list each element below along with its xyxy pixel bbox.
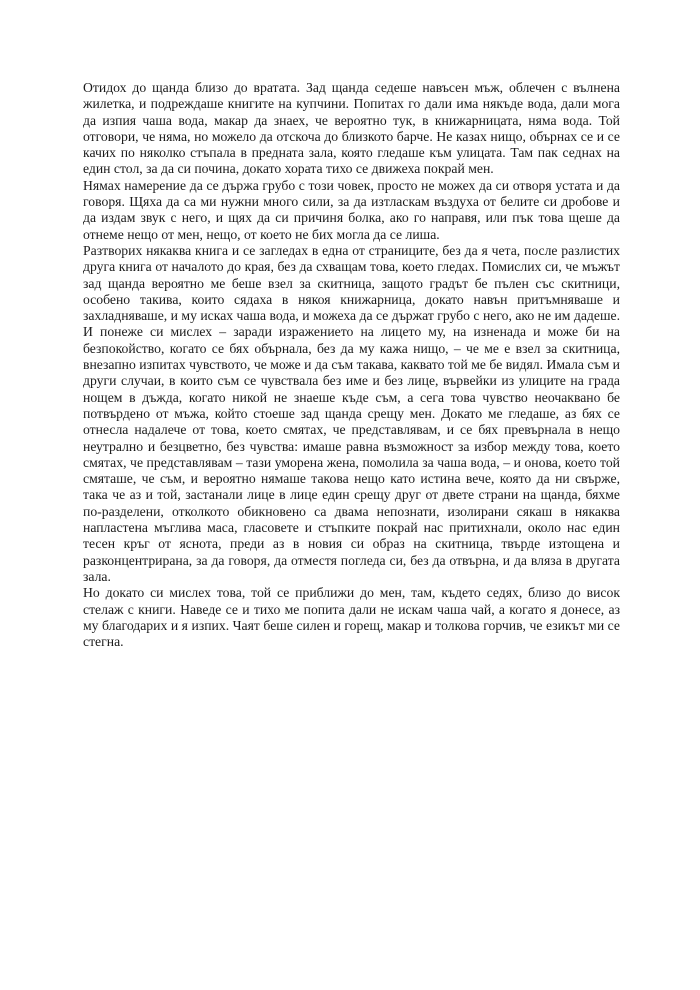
body-text bbox=[83, 80, 620, 650]
paragraph-3: Разтворих някаква книга и се загледах в една от страниците, без да я чета, после разлистих друга книга от началото до края, без да схващам това, което гледах. Помислих си, че мъжът зад щанда вероятно ме беше взел за скитница, защото градът бе пълен със скитници, особено такива, които сядаха в някоя книжарница, докато навън притъмняваше и захладняваше, и му исках чаша вода, и можеха да се държат грубо с него, ако не им дадеше. И понеже си мислех – заради изражението на лицето му, на изненада и може би на безпокойство, когато се бях обърнала, без да му кажа нищо, – че ме е взел за скитница, внезапно изпитах чувството, че може и да съм такава, каквато той ме бе видял. Имала съм и други случаи, в които съм се чувствала без име и без лице, вървейки из улиците на града нощем в дъжда, когато никой не знаеше къде съм, а сега това чувство неочаквано бе потвърдено от мъжа, който стоеше зад щанда срещу мен. Докато ме гледаше, аз бях се отнесла надалече от това, което смятах, че представлявам, и се бях превърнала в нещо неутрално и безцветно, без чувства: имаше равна възможност за избор между това, което смятах, че представлявам – тази уморена жена, помолила за чаша вода, – и онова, което той смяташе, че съм, и вероятно нямаше такова нещо като истина вече, която да ни свърже, така че аз и той, застанали лице в лице един срещу друг от двете страни на щанда, бяхме по-разделени, отколкото обикновено са двама непознати, изолирани сякаш в някаква напластена мъглива маса, гласовете и стъпките покрай нас притихнали, около нас един тесен кръг от яснота, преди аз в новия си образ на скитница, твърде изтощена и разконцентрирана, за да говоря, да отместя погледа си, без да отвърна, и да вляза в другата зала. bbox=[83, 242, 620, 584]
paragraph-1: Отидох до щанда близо до вратата. Зад щанда седеше навъсен мъж, облечен с вълнена жилетка, и подреждаше книгите на купчини. Попитах го дали има някъде вода, дали мога да изпия чаша вода, макар да знаех, че вероятно тук, в книжарницата, няма вода. Той отговори, че няма, но можело да отскоча до близкото барче. Не казах нищо, обърнах се и се качих по няколко стъпала в предната зала, която гледаше към улицата. Там пак седнах на един стол, за да си почина, докато хората тихо се движеха покрай мен. bbox=[83, 80, 620, 177]
paragraph-2: Нямах намерение да се държа грубо с този човек, просто не можех да си отворя устата и да говоря. Щяха да са ми нужни много сили, за да изтласкам въздуха от белите си дробове и да издам звук с него, и щях да си причиня болка, ако го направя, или пък това щеше да отнеме нещо от мен, нещо, от което не бих могла да се лиша. bbox=[83, 177, 620, 242]
paragraph-4: Но докато си мислех това, той се приближи до мен, там, където седях, близо до висок стелаж с книги. Наведе се и тихо ме попита дали не искам чаша чай, а когато я донесе, аз му благодарих и я изпих. Чаят беше силен и горещ, макар и толкова горчив, че езикът ми се стегна. bbox=[83, 585, 620, 650]
